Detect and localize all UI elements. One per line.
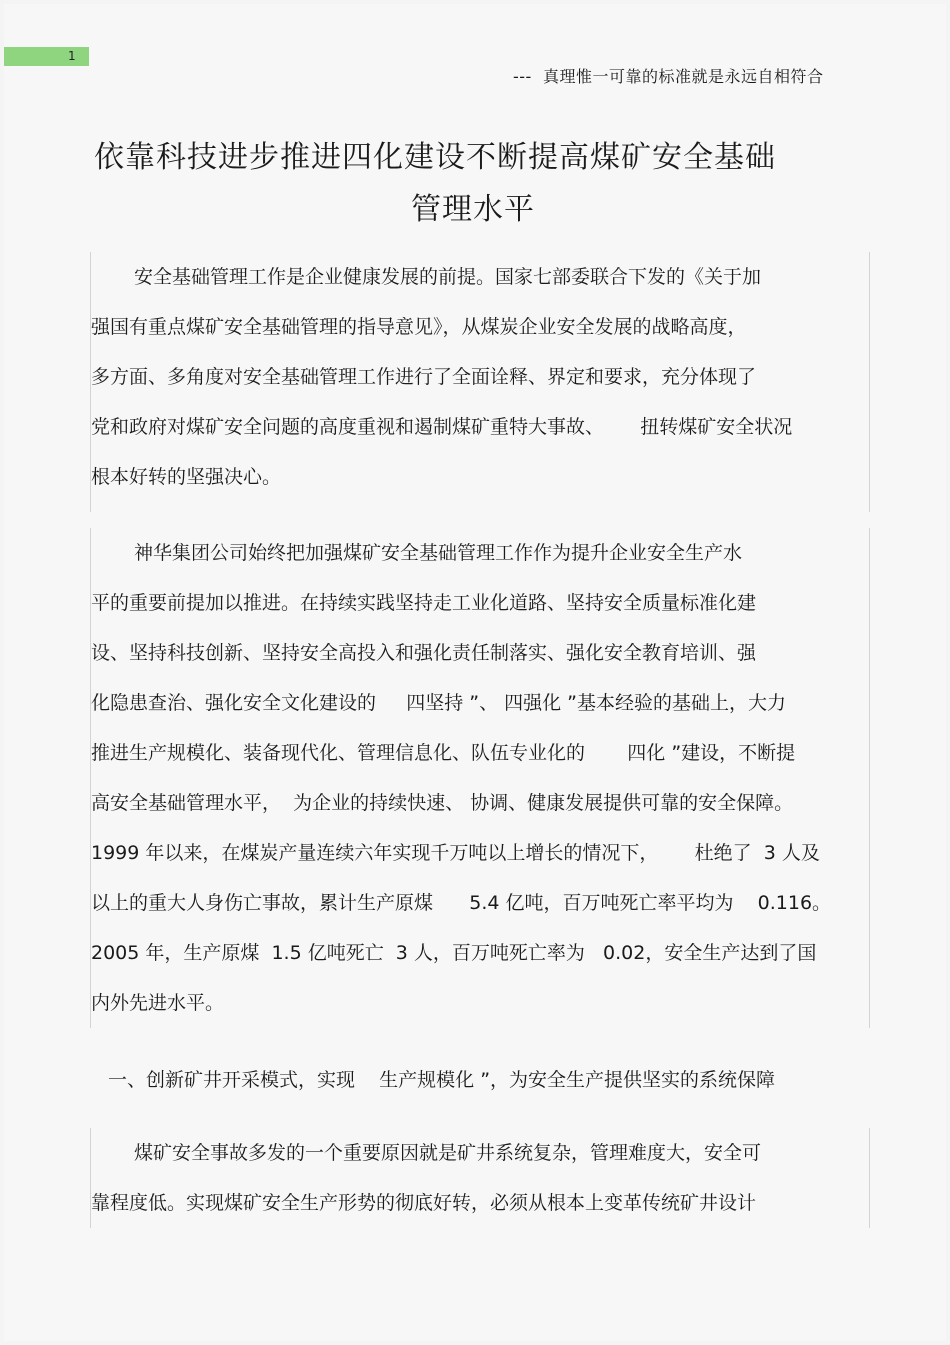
section-heading: 一、创新矿井开采模式，实现 生产规模化 ”，为安全生产提供坚实的系统保障 — [108, 1069, 776, 1091]
text-line: 推进生产规模化、装备现代化、管理信息化、队伍专业化的 四化 ”建设，不断提 — [91, 742, 796, 764]
text-line: 内外先进水平。 — [91, 992, 225, 1014]
text-line: 安全基础管理工作是企业健康发展的前提。国家七部委联合下发的《关于加 — [134, 266, 762, 288]
title-line-1: 依靠科技进步推进四化建设不断提高煤矿安全基础 — [94, 140, 776, 175]
text-line: 煤矿安全事故多发的一个重要原因就是矿井系统复杂，管理难度大，安全可 — [134, 1142, 762, 1164]
paragraph-3 — [90, 1128, 870, 1228]
text-line: 党和政府对煤矿安全问题的高度重视和遏制煤矿重特大事故、 扭转煤矿安全状况 — [91, 416, 793, 438]
document-page — [4, 4, 946, 1341]
page-number-tab — [4, 47, 89, 66]
text-line: 强国有重点煤矿安全基础管理的指导意见》，从煤炭企业安全发展的战略高度， — [91, 316, 747, 338]
text-line: 平的重要前提加以推进。在持续实践坚持走工业化道路、坚持安全质量标准化建 — [91, 592, 757, 614]
text-line: 以上的重大人身伤亡事故，累计生产原煤 5.4 亿吨，百万吨死亡率平均为 0.116。 — [91, 892, 832, 914]
document-title — [94, 132, 854, 236]
paragraph-1 — [90, 252, 870, 512]
text-line: 靠程度低。实现煤矿安全生产形势的彻底好转，必须从根本上变革传统矿井设计 — [91, 1192, 757, 1214]
text-line: 根本好转的坚强决心。 — [91, 466, 282, 488]
header-motto: --- 真理惟一可靠的标准就是永远自相符合 — [513, 67, 824, 86]
text-line: 2005 年，生产原煤 1.5 亿吨死亡 3 人，百万吨死亡率为 0.02，安全生产达到了国 — [91, 942, 817, 964]
text-line: 1999 年以来，在煤炭产量连续六年实现千万吨以上增长的情况下， 杜绝了 3 人及 — [91, 842, 820, 864]
text-line: 多方面、多角度对安全基础管理工作进行了全面诠释、界定和要求，充分体现了 — [91, 366, 757, 388]
page-number: 1 — [68, 49, 76, 63]
text-line: 神华集团公司始终把加强煤矿安全基础管理工作作为提升企业安全生产水 — [134, 542, 743, 564]
text-line: 设、坚持科技创新、坚持安全高投入和强化责任制落实、强化安全教育培训、强 — [91, 642, 757, 664]
text-line: 化隐患查治、强化安全文化建设的 四坚持 ”、 四强化 ”基本经验的基础上，大力 — [91, 692, 787, 714]
text-line: 高安全基础管理水平， 为企业的持续快速、 协调、健康发展提供可靠的安全保障。 — [91, 792, 794, 814]
title-line-2: 管理水平 — [411, 192, 535, 227]
paragraph-2 — [90, 528, 870, 1028]
